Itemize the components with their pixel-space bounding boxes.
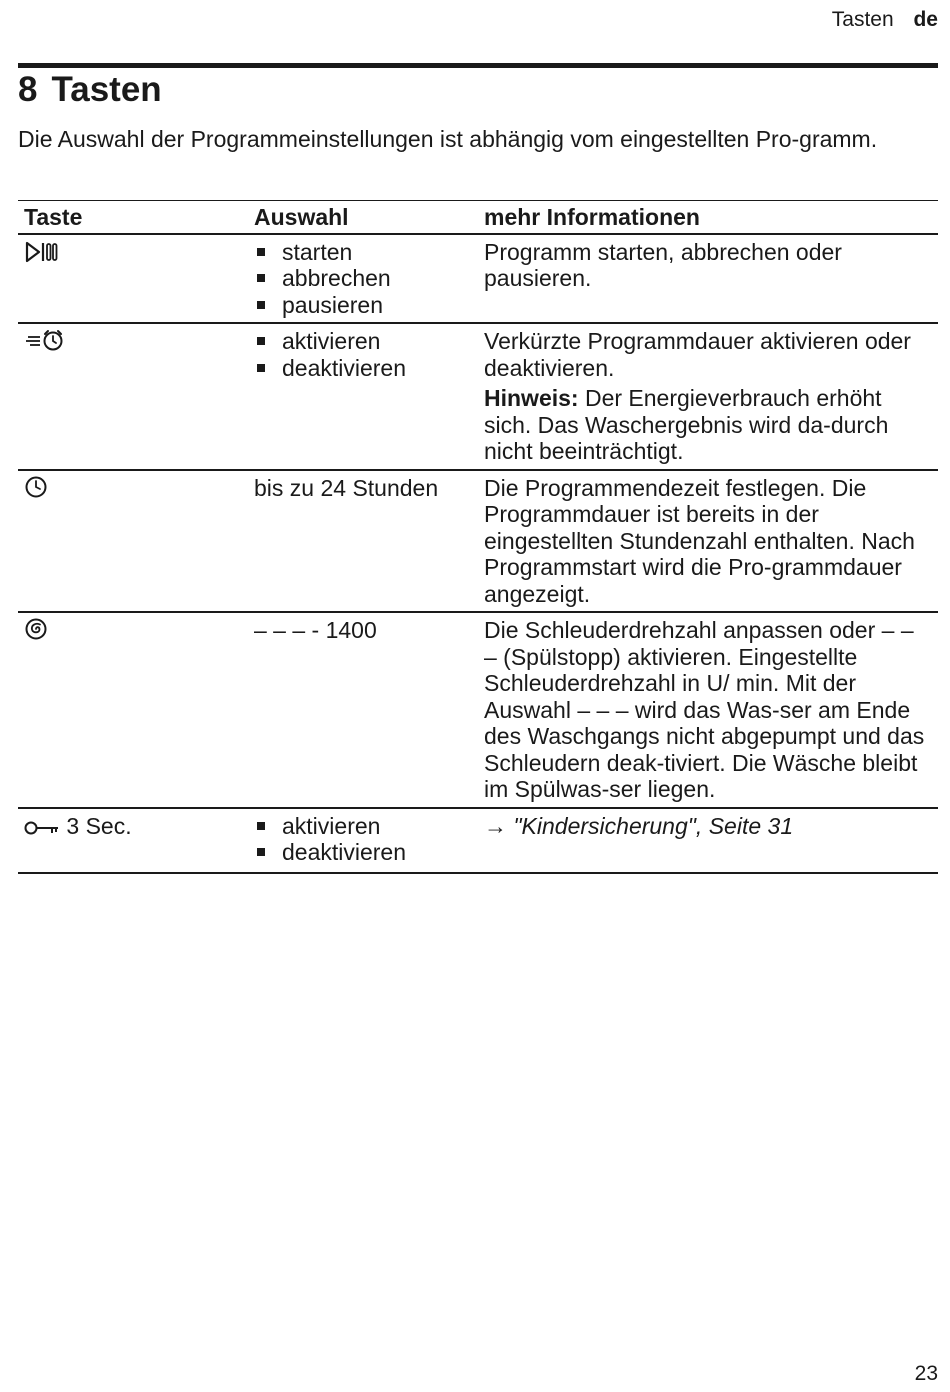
selection-cell — [248, 323, 478, 470]
key-cell — [18, 470, 248, 613]
selection-list — [254, 813, 472, 866]
spin-icon — [24, 617, 48, 647]
header-language: de — [913, 8, 938, 31]
xref-arrow-icon: → — [484, 812, 507, 839]
note-text: Der Energieverbrauch erhöht sich. Das Waschergebnis wird da-durch nicht beeinträchtigt. — [484, 385, 889, 464]
table-row — [18, 470, 938, 613]
cross-reference-link[interactable]: "Kindersicherung", Seite 31 — [513, 812, 794, 839]
key-cell — [18, 234, 248, 324]
chapter-title-text: Tasten — [51, 70, 162, 109]
table-row — [18, 808, 938, 873]
header-section: Tasten — [831, 8, 894, 31]
list-item: abbrechen — [254, 265, 472, 292]
clock-icon — [24, 475, 48, 505]
key-icon — [24, 816, 60, 843]
column-header-key: Taste — [18, 201, 248, 234]
list-item: deaktivieren — [254, 355, 472, 382]
column-header-info: mehr Informationen — [478, 201, 938, 234]
keys-table — [18, 200, 938, 874]
selection-cell — [248, 234, 478, 324]
key-cell — [18, 323, 248, 470]
note-label: Hinweis: — [484, 385, 579, 411]
info-cell — [478, 612, 938, 808]
list-item: deaktivieren — [254, 839, 472, 866]
table-row — [18, 323, 938, 470]
chapter-number: 8 — [18, 70, 38, 109]
table-header-row — [18, 201, 938, 234]
selection-list — [254, 239, 472, 319]
chapter-title — [18, 70, 162, 110]
list-item: aktivieren — [254, 813, 472, 840]
key-duration: 3 Sec. — [66, 812, 132, 839]
selection-list — [254, 328, 472, 381]
note — [484, 385, 932, 465]
start-pause-icon — [24, 241, 58, 269]
key-cell — [18, 612, 248, 808]
running-header — [832, 8, 938, 32]
selection-cell — [248, 808, 478, 873]
page-number: 23 — [914, 1362, 938, 1385]
table-row — [18, 234, 938, 324]
info-text: Verkürzte Programmdauer aktivieren oder deaktivieren. — [484, 328, 911, 381]
selection-cell — [248, 612, 478, 808]
info-cell — [478, 323, 938, 470]
info-text: Die Programmendezeit festlegen. Die Programmdauer ist bereits in der eingestellten Stundenzahl enthalten. Nach Programmstart wird die Pro-grammdauer angezeigt. — [484, 474, 915, 607]
selection-cell — [248, 470, 478, 613]
list-item: pausieren — [254, 292, 472, 319]
key-cell — [18, 808, 248, 873]
info-cell — [478, 470, 938, 613]
header-rule — [18, 63, 938, 68]
info-cell — [478, 808, 938, 873]
list-item: aktivieren — [254, 328, 472, 355]
column-header-selection: Auswahl — [248, 201, 478, 234]
selection-text: – – – - 1400 — [254, 617, 377, 643]
info-text: Programm starten, abbrechen oder pausieren. — [484, 238, 842, 291]
info-cell — [478, 234, 938, 324]
table-row — [18, 612, 938, 808]
info-text: Die Schleuderdrehzahl anpassen oder – – – (Spülstopp) aktivieren. Eingestellte Schleuderdrehzahl in U/ min. Mit der Auswahl – – – wird das Was-ser am Ende des Waschgangs nicht abgepumpt und das Schleudern deak-tiviert. Die Wäsche bleibt im Spülwas-ser liegen. — [484, 617, 925, 802]
speed-alarm-clock-icon — [24, 328, 68, 358]
selection-text: bis zu 24 Stunden — [254, 474, 439, 501]
intro-paragraph: Die Auswahl der Programmeinstellungen ist abhängig vom eingestellten Pro-gramm. — [18, 126, 878, 152]
list-item: starten — [254, 239, 472, 266]
